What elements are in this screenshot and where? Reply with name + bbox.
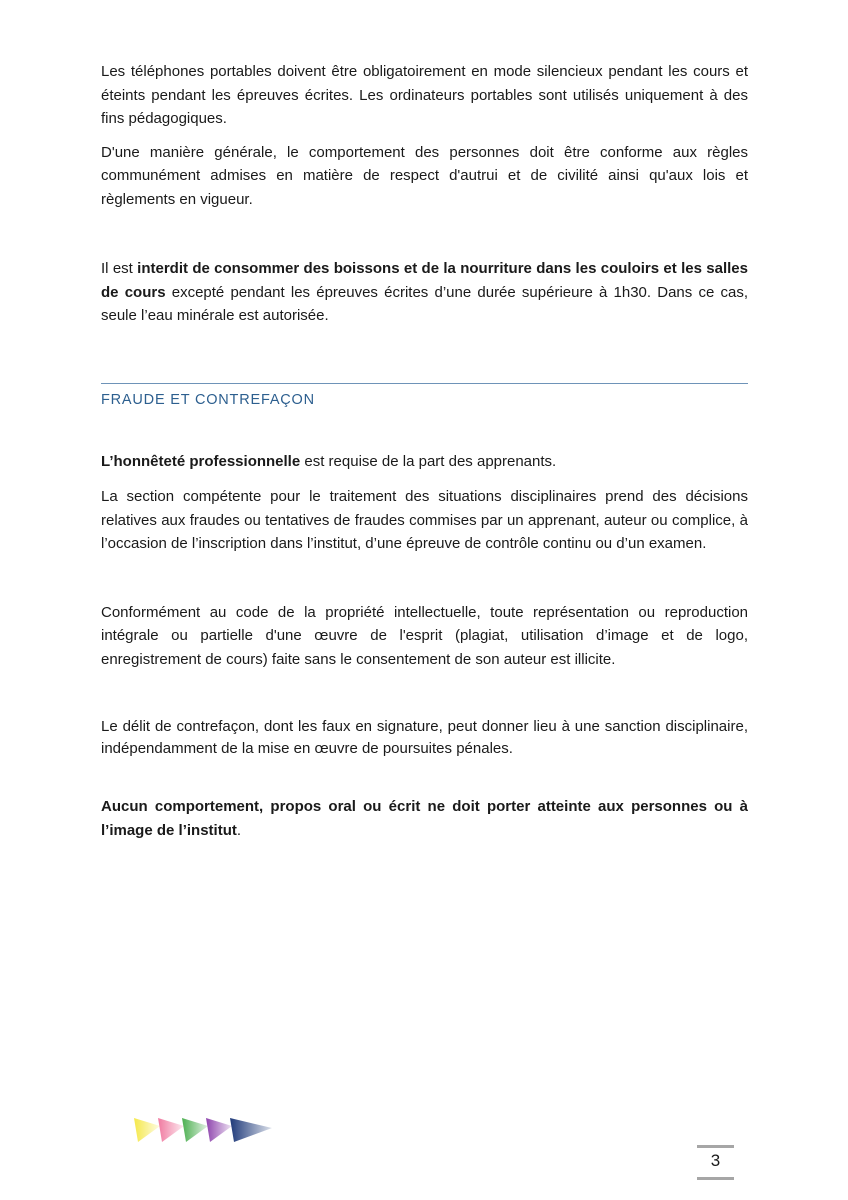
- paragraph-honesty: [101, 450, 748, 474]
- paragraph-conduct: [101, 795, 748, 842]
- food-rule-emphasis: interdit de consommer des boissons et de la nourriture dans les couloirs et les salles de cours: [101, 260, 748, 301]
- honesty-emphasis: L’honnêteté professionnelle: [101, 452, 301, 470]
- page-number-top-rule: [697, 1145, 734, 1148]
- paragraph-intellectual-property: Conformément au code de la propriété intellectuelle, toute représentation ou reproduction intégrale ou partielle d'une œuvre de l'esprit (plagiat, utilisation d’image et de logo, enregistrement de cours) faite sans le consentement de son auteur est illicite.: [101, 603, 748, 668]
- logo-triangle-navy: [230, 1118, 272, 1142]
- paragraph-counterfeit: Le délit de contrefaçon, dont les faux en signature, peut donner lieu à une sanction disciplinaire, indépendamment de la mise en œuvre de poursuites pénales.: [101, 718, 748, 757]
- logo-triangle-green: [182, 1118, 208, 1142]
- logo-triangle-yellow: [134, 1118, 160, 1142]
- honesty-rest: est requise de la part des apprenants.: [300, 452, 557, 470]
- logo-triangle-purple: [206, 1118, 232, 1142]
- section-divider: [101, 383, 748, 384]
- page-number: 3: [710, 1151, 721, 1170]
- food-rule-rest: excepté pendant les épreuves écrites d’une durée supérieure à 1h30. Dans ce cas, seule l’eau minérale est autorisée.: [101, 283, 748, 324]
- conduct-rest: .: [236, 821, 242, 839]
- page-number-bottom-rule: [697, 1177, 734, 1180]
- paragraph-food-rule: [101, 257, 748, 328]
- paragraph-behaviour: D'une manière générale, le comportement des personnes doit être conforme aux règles communément admises en matière de respect d'autrui et de civilité ainsi qu'aux lois et règlements en vigueur.: [101, 143, 748, 208]
- conduct-emphasis: Aucun comportement, propos oral ou écrit ne doit porter atteinte aux personnes ou à l’image de l’institut: [101, 798, 748, 839]
- logo-triangle-pink: [158, 1118, 184, 1142]
- page-number-box: [697, 1145, 734, 1181]
- page-content: [101, 60, 748, 842]
- section-header: [101, 383, 748, 408]
- paragraph-phones: Les téléphones portables doivent être obligatoirement en mode silencieux pendant les cours et éteints pendant les épreuves écrites. Les ordinateurs portables sont utilisés uniquement à des fins pédagogiques.: [101, 63, 748, 127]
- paragraph-disciplinary: La section compétente pour le traitement des situations disciplinaires prend des décisions relatives aux fraudes ou tentatives de fraudes commises par un apprenant, auteur ou complice, à l’occasion de l’inscription dans l’institut, d’une épreuve de contrôle continu ou d’un examen.: [101, 488, 748, 552]
- institute-logo: [132, 1112, 274, 1146]
- food-rule-intro: Il est: [101, 260, 138, 277]
- section-title: FRAUDE ET CONTREFAÇON: [101, 391, 315, 408]
